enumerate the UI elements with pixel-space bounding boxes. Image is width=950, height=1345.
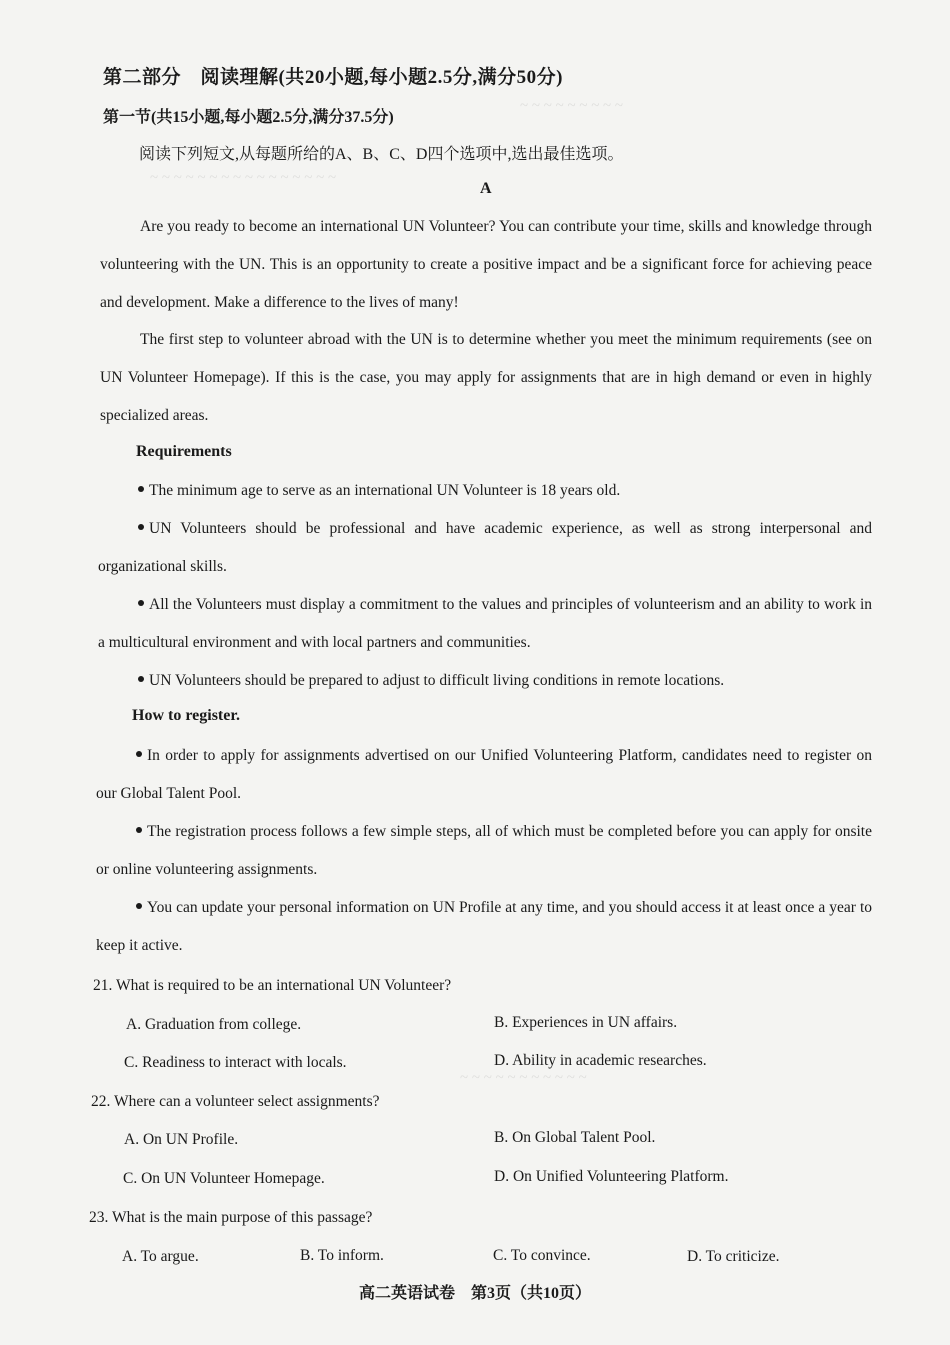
- show-through-text: ~ ~ ~ ~ ~ ~ ~ ~ ~: [520, 98, 624, 114]
- bullet-icon: [138, 600, 144, 606]
- register-heading: How to register.: [132, 707, 240, 724]
- bullet-icon: [136, 827, 142, 833]
- question-22-stem: 22. Where can a volunteer select assignments?: [91, 1093, 380, 1110]
- requirement-text: All the Volunteers must display a commitment to the values and principles of volunteerism and an ability to work in a multicultural environment and with local partners and communities.: [98, 596, 872, 651]
- question-23-option-a[interactable]: A. To argue.: [122, 1248, 199, 1265]
- question-22-option-d[interactable]: D. On Unified Volunteering Platform.: [494, 1168, 729, 1185]
- question-22-option-a[interactable]: A. On UN Profile.: [124, 1131, 239, 1148]
- question-23-option-d[interactable]: D. To criticize.: [687, 1248, 780, 1265]
- show-through-text: ~ ~ ~ ~ ~ ~ ~ ~ ~ ~ ~ ~ ~ ~ ~ ~: [150, 170, 337, 186]
- question-23-option-b[interactable]: B. To inform.: [300, 1247, 384, 1264]
- register-item: [96, 813, 872, 889]
- register-text: In order to apply for assignments advertised on our Unified Volunteering Platform, candidates need to register on our Global Talent Pool.: [96, 747, 872, 802]
- passage-paragraph-2: [100, 321, 872, 435]
- question-23-stem: 23. What is the main purpose of this passage?: [89, 1209, 373, 1226]
- requirement-item: [98, 472, 872, 510]
- question-21-stem: 21. What is required to be an international UN Volunteer?: [93, 977, 452, 994]
- question-21-option-c[interactable]: C. Readiness to interact with locals.: [124, 1054, 347, 1071]
- passage-label: A: [480, 180, 492, 197]
- bullet-icon: [138, 524, 144, 530]
- question-22-option-b[interactable]: B. On Global Talent Pool.: [494, 1129, 656, 1146]
- requirement-item: [98, 586, 872, 662]
- part-title: 第二部分 阅读理解(共20小题,每小题2.5分,满分50分): [103, 67, 563, 88]
- requirement-text: UN Volunteers should be professional and have academic experience, as well as strong interpersonal and organizational skills.: [98, 520, 872, 575]
- register-item: [96, 737, 872, 813]
- directions: 阅读下列短文,从每题所给的A、B、C、D四个选项中,选出最佳选项。: [139, 146, 624, 163]
- register-item: [96, 889, 872, 965]
- question-21-option-a[interactable]: A. Graduation from college.: [126, 1016, 302, 1033]
- page-footer: 高二英语试卷 第3页（共10页）: [358, 1285, 591, 1302]
- paragraph-text: Are you ready to become an international UN Volunteer? You can contribute your time, skills and knowledge through volunteering with the UN. This is an opportunity to create a positive impact and be a significant force for achieving peace and development. Make a difference to the lives of many!: [100, 218, 872, 311]
- section-title: 第一节(共15小题,每小题2.5分,满分37.5分): [103, 109, 394, 126]
- bullet-icon: [138, 486, 144, 492]
- passage-paragraph-1: [100, 208, 872, 322]
- bullet-icon: [138, 676, 144, 682]
- question-22-option-c[interactable]: C. On UN Volunteer Homepage.: [123, 1170, 325, 1187]
- requirement-item: [98, 510, 872, 586]
- requirement-text: The minimum age to serve as an international UN Volunteer is 18 years old.: [149, 482, 621, 499]
- bullet-icon: [136, 903, 142, 909]
- requirement-item: [98, 662, 872, 700]
- register-text: You can update your personal information on UN Profile at any time, and you should access it at least once a year to keep it active.: [96, 899, 872, 954]
- show-through-text: ~ ~ ~ ~ ~ ~ ~ ~ ~ ~ ~: [460, 1070, 587, 1086]
- register-text: The registration process follows a few simple steps, all of which must be completed before you can apply for onsite or online volunteering assignments.: [96, 823, 872, 878]
- bullet-icon: [136, 751, 142, 757]
- paragraph-text: The first step to volunteer abroad with the UN is to determine whether you meet the minimum requirements (see on UN Volunteer Homepage). If this is the case, you may apply for assignments that are in high demand or even in highly specialized areas.: [100, 331, 872, 424]
- requirement-text: UN Volunteers should be prepared to adjust to difficult living conditions in remote locations.: [149, 672, 725, 689]
- question-21-option-b[interactable]: B. Experiences in UN affairs.: [494, 1014, 678, 1031]
- question-23-option-c[interactable]: C. To convince.: [493, 1247, 591, 1264]
- requirements-heading: Requirements: [136, 443, 232, 460]
- question-21-option-d[interactable]: D. Ability in academic researches.: [494, 1052, 707, 1069]
